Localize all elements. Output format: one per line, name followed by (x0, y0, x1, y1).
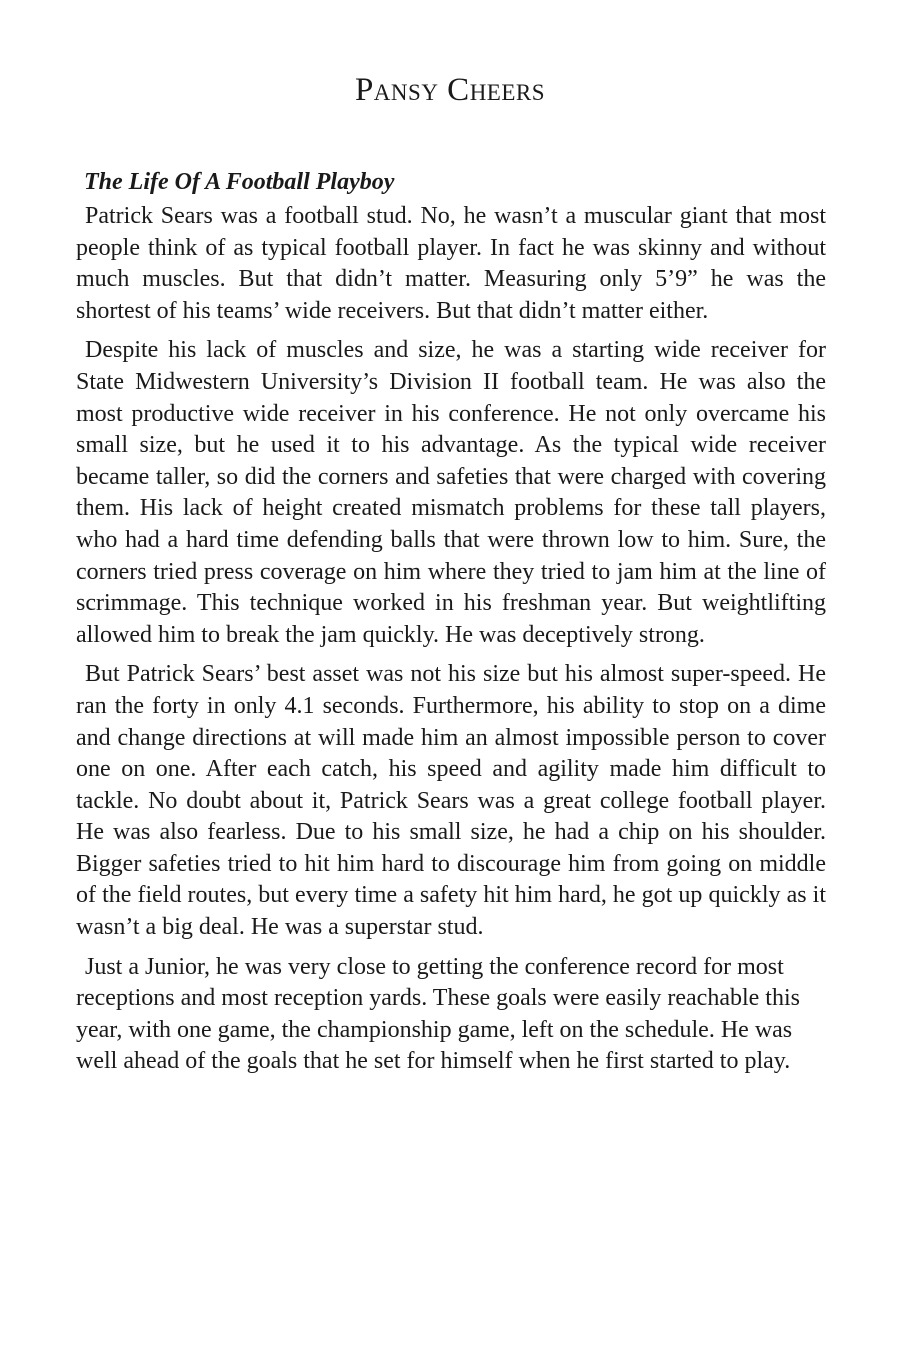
paragraph: But Patrick Sears’ best asset was not his size but his almost super-speed. He ran the forty in only 4.1 seconds. Furthermore, his ability to stop on a dime and change directions at will made him an almost impossible person to cover one on one. After each catch, his speed and agility made him difficult to tackle. No doubt about it, Patrick Sears was a great college football player. He was also fearless. Due to his small size, he had a chip on his shoulder. Bigger safeties tried to hit him hard to discourage him from going on middle of the field routes, but every time a safety hit him hard, he got up quickly as it wasn’t a big deal. He was a superstar stud. (76, 661, 826, 941)
chapter-title: The Life Of A Football Playboy (84, 169, 395, 195)
running-head: Pansy Cheers (354, 72, 546, 108)
paragraph: Despite his lack of muscles and size, he was a starting wide receiver for State Midwestern University’s Division II football team. He was also the most productive wide receiver in his conference. He not only overcame his small size, but he used it to his advantage. As the typical wide receiver became taller, so did the corners and safeties that were charged with covering them. His lack of height created mismatch problems for these tall players, who had a hard time defending balls that were thrown low to him. Sure, the corners tried press coverage on him where they tried to jam him at the line of scrimmage. This technique worked in his freshman year. But weightlifting allowed him to break the jam quickly. He was deceptively strong. (76, 337, 826, 648)
body-text (76, 165, 826, 1086)
paragraph: Just a Junior, he was very close to getting the conference record for most receptions and most reception yards. These goals were easily reachable this year, with one game, the championship game, left on the schedule. He was well ahead of the goals that he set for himself when he first started to play. (76, 953, 800, 1075)
paragraph: Patrick Sears was a football stud. No, he wasn’t a muscular giant that most people think of as typical football player. In fact he was skinny and without much muscles. But that didn’t matter. Measuring only 5’9” he was the shortest of his teams’ wide receivers. But that didn’t matter either. (76, 203, 826, 324)
